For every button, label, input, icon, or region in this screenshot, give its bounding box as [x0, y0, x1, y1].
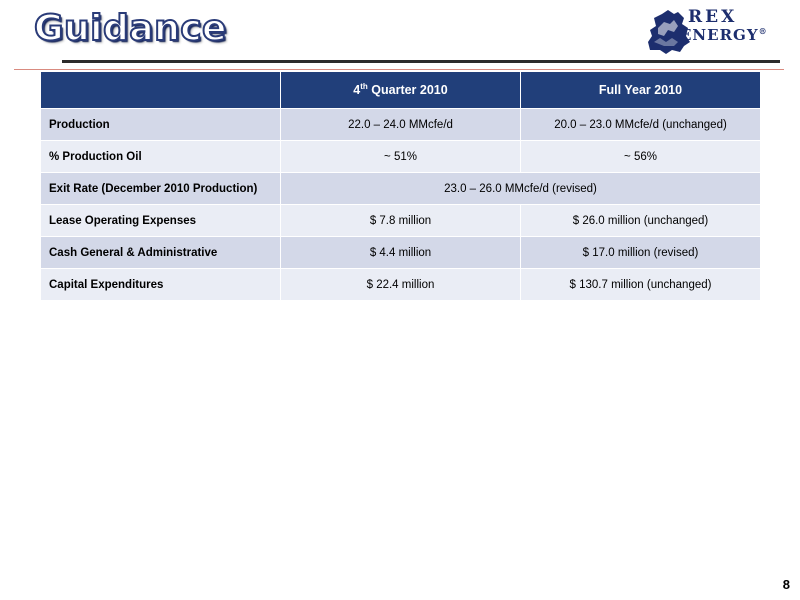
q4-value: $ 22.4 million [281, 269, 521, 301]
registered-mark: ® [758, 26, 768, 36]
q4-value: $ 7.8 million [281, 205, 521, 237]
table-row [41, 237, 761, 269]
accent-divider [14, 69, 784, 70]
rex-energy-logo [644, 6, 794, 56]
table-header-row [41, 72, 761, 109]
header-full-year-2010: Full Year 2010 [521, 72, 761, 109]
q4-value: ~ 51% [281, 141, 521, 173]
row-label: Capital Expenditures [41, 269, 281, 301]
header-q4-2010 [281, 72, 521, 109]
slide-title: Guidance [34, 8, 227, 49]
row-label: Lease Operating Expenses [41, 205, 281, 237]
table-row [41, 173, 761, 205]
header-blank-cell [41, 72, 281, 109]
row-label: Cash General & Administrative [41, 237, 281, 269]
page-number: 8 [782, 577, 790, 592]
table-row [41, 205, 761, 237]
header-q4-label: Quarter 2010 [367, 83, 448, 98]
row-label: % Production Oil [41, 141, 281, 173]
table-row [41, 269, 761, 301]
header-q4-ordinal: th [360, 82, 368, 92]
title-divider [62, 60, 780, 63]
full-year-value: 20.0 – 23.0 MMcfe/d (unchanged) [521, 109, 761, 141]
table-row [41, 109, 761, 141]
logo-energy-word: ENERGY [680, 26, 759, 44]
header-q4-number: 4 [353, 83, 361, 98]
logo-line-rex: REX [688, 7, 738, 27]
row-label: Exit Rate (December 2010 Production) [41, 173, 281, 205]
q4-value: 22.0 – 24.0 MMcfe/d [281, 109, 521, 141]
q4-value: $ 4.4 million [281, 237, 521, 269]
full-year-value: $ 17.0 million (revised) [521, 237, 761, 269]
merged-value: 23.0 – 26.0 MMcfe/d (revised) [281, 173, 761, 205]
row-label: Production [41, 109, 281, 141]
full-year-value: $ 130.7 million (unchanged) [521, 269, 761, 301]
full-year-value: $ 26.0 million (unchanged) [521, 205, 761, 237]
table-row [41, 141, 761, 173]
guidance-table [40, 71, 761, 301]
logo-line-energy [680, 27, 768, 43]
full-year-value: ~ 56% [521, 141, 761, 173]
